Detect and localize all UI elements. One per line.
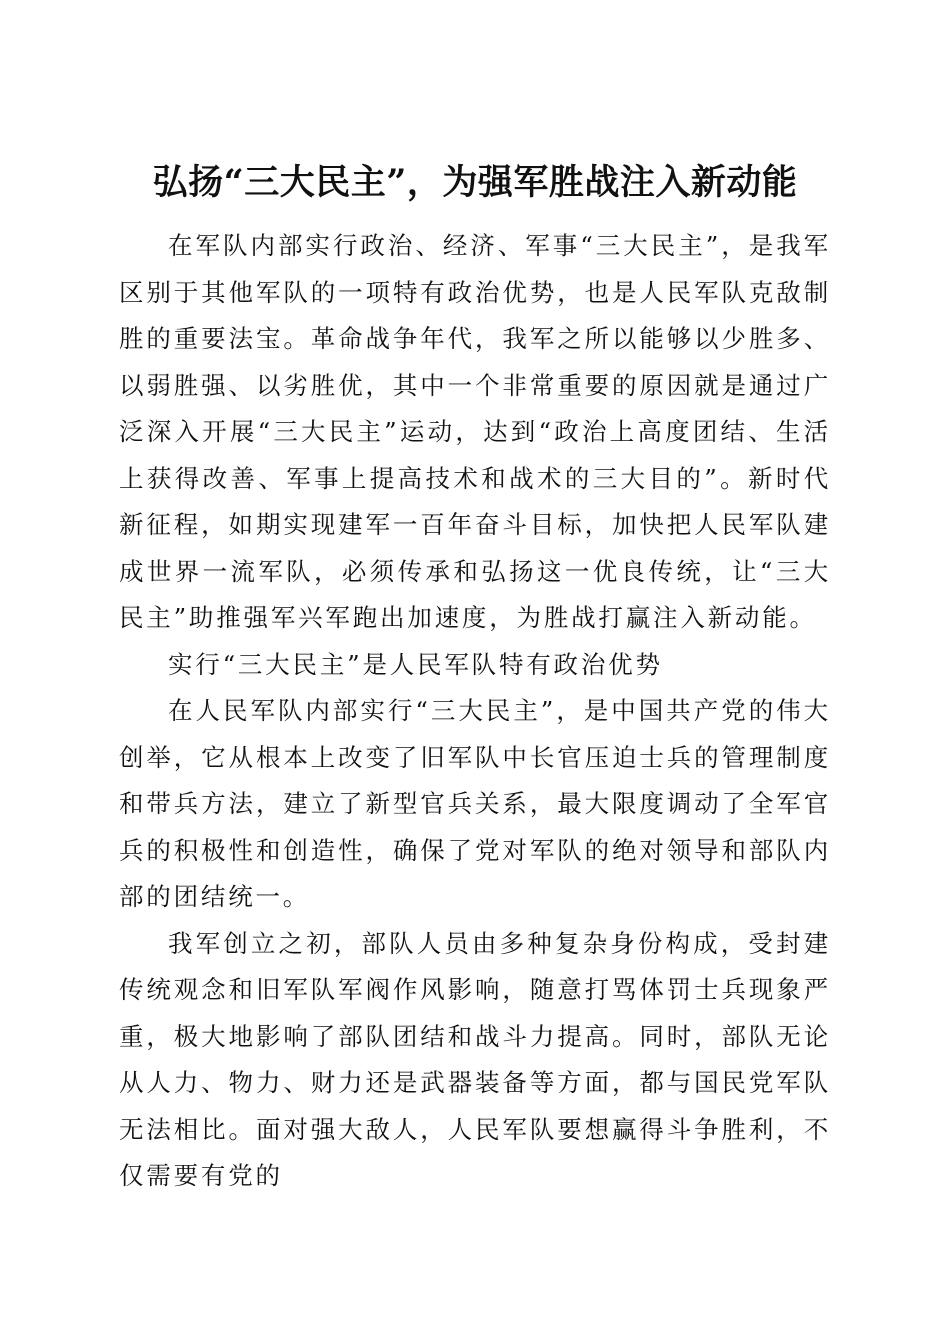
paragraph-history: 我军创立之初，部队人员由多种复杂身份构成，受封建传统观念和旧军队军阀作风影响，随意打骂体罚士兵现象严重，极大地影响了部队团结和战斗力提高。同时，部队无论从人力、物力、财力还是武器装备等方面，都与国民党军队无法相比。面对强大敌人，人民军队要想赢得斗争胜利，不仅需要有党的 [119,928,831,1190]
page-title: 弘扬“三大民主”，为强军胜战注入新动能 [152,162,798,204]
document-body [119,223,831,1200]
paragraph-intro: 在军队内部实行政治、经济、军事“三大民主”，是我军区别于其他军队的一项特有政治优势，也是人民军队克敌制胜的重要法宝。革命战争年代，我军之所以能够以少胜多、以弱胜强、以劣胜优，其中一个非常重要的原因就是通过广泛深入开展“三大民主”运动，达到“政治上高度团结、生活上获得改善、军事上提高技术和战术的三大目的”。新时代新征程，如期实现建军一百年奋斗目标，加快把人民军队建成世界一流军队，必须传承和弘扬这一优良传统，让“三大民主”助推强军兴军跑出加速度，为胜战打赢注入新动能。 [119,231,831,632]
section-heading: 实行“三大民主”是人民军队特有政治优势 [168,649,663,679]
paragraph-innovation: 在人民军队内部实行“三大民主”，是中国共产党的伟大创举，它从根本上改变了旧军队中长官压迫士兵的管理制度和带兵方法，建立了新型官兵关系，最大限度调动了全军官兵的积极性和创造性，确保了党对军队的绝对领导和部队内部的团结统一。 [119,696,831,911]
